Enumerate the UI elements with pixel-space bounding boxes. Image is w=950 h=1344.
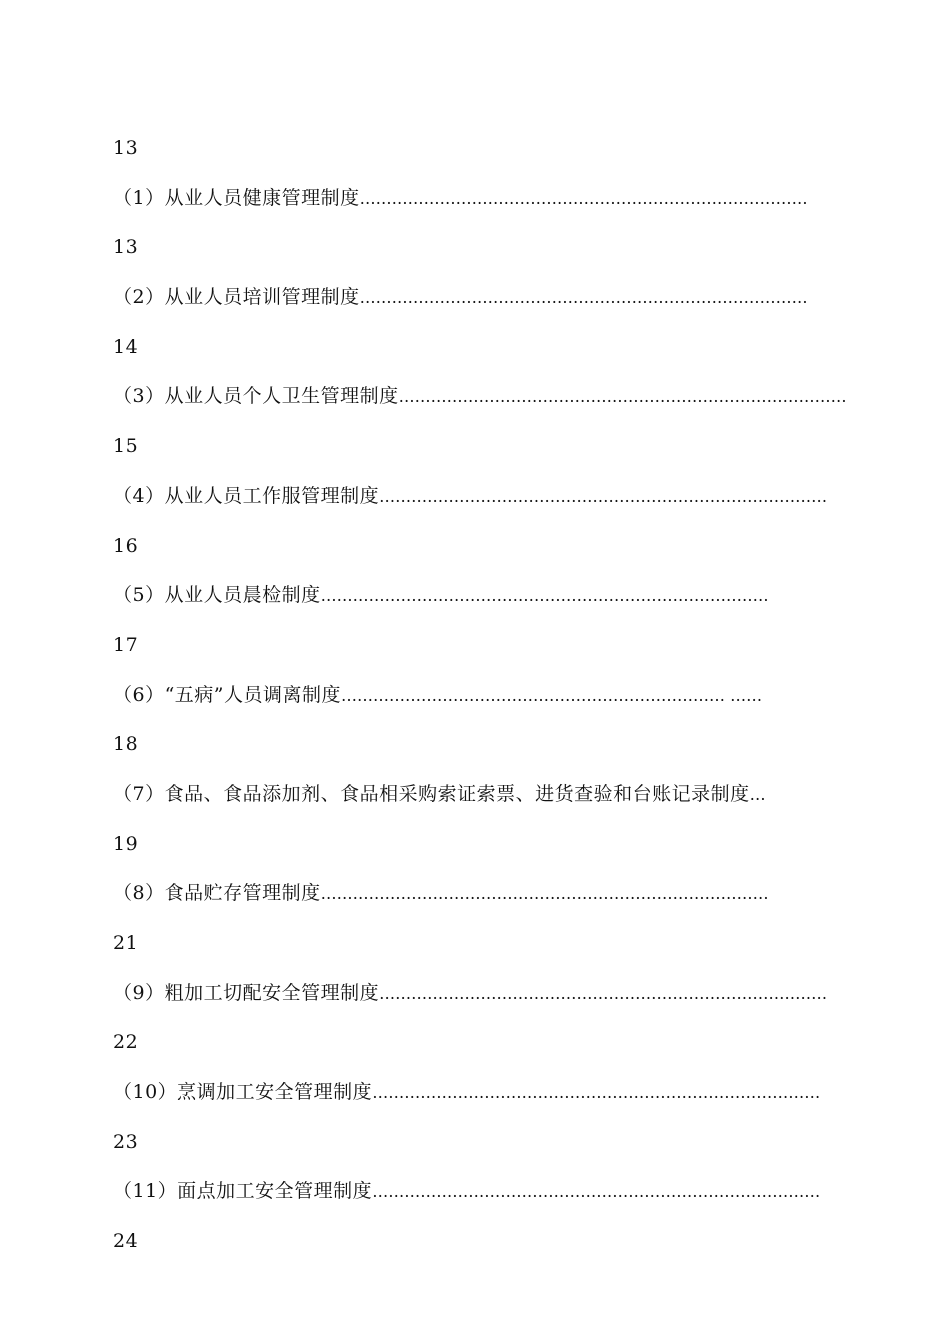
toc-dot-leader: ………………………………………………………………………… [320,586,769,606]
toc-dot-leader: ………………………………………………………………………… [320,884,769,904]
toc-dot-leader: ………………………………………………………………………… [359,288,808,308]
toc-page-number: 13 [113,236,139,259]
toc-dot-leader: … [749,784,766,804]
toc-entry-title: （3）从业人员个人卫生管理制度 [113,385,399,408]
toc-entry [113,183,881,233]
toc-page-number: 15 [113,435,139,458]
toc-page-number: 13 [113,137,139,159]
toc-entry [113,1077,881,1127]
toc-entry-title: （2）从业人员培训管理制度 [113,286,360,309]
toc-dot-leader: ………………………………………………………………………… [398,387,847,407]
toc-page-number: 22 [113,1031,139,1054]
toc-entry [113,481,881,531]
toc-page-number: 14 [113,335,139,358]
toc-entry [113,580,881,630]
toc-entry-title: （11）面点加工安全管理制度 [113,1180,373,1203]
toc-dot-leader: ………………………………………………………………………… [372,1083,821,1103]
toc-page-number: 17 [113,633,139,656]
toc-entry [113,1176,881,1226]
toc-entry [113,779,881,829]
toc-entry-title: （7）食品、食品添加剂、食品相采购索证索票、进货查验和台账记录制度 [113,782,750,805]
toc-page-number: 16 [113,534,139,557]
toc-entry [113,381,881,431]
toc-dot-leader: ………………………………………………………………………… [372,1182,821,1202]
table-of-contents [113,133,881,1276]
toc-page-number: 19 [113,832,139,855]
toc-entry-title: （1）从业人员健康管理制度 [113,186,360,209]
toc-page-number: 23 [113,1130,139,1153]
toc-entry-title: （9）粗加工切配安全管理制度 [113,981,380,1004]
toc-entry-title: （6）“五病”人员调离制度 [113,683,342,706]
toc-entry-title: （8）食品贮存管理制度 [113,882,321,905]
toc-entry-title: （5）从业人员晨检制度 [113,584,321,607]
toc-entry [113,282,881,332]
toc-dot-leader: ……………………………………………………………… …… [341,685,763,705]
toc-page-number: 24 [113,1230,139,1253]
toc-dot-leader: ………………………………………………………………………… [379,983,828,1003]
toc-entry [113,878,881,928]
toc-dot-leader: ………………………………………………………………………… [359,188,808,208]
toc-entry-title: （10）烹调加工安全管理制度 [113,1081,373,1104]
toc-entry [113,978,881,1028]
toc-entry-title: （4）从业人员工作服管理制度 [113,484,380,507]
toc-dot-leader: ………………………………………………………………………… [379,486,828,506]
toc-entry [113,680,881,730]
toc-page-number: 21 [113,932,139,954]
toc-page-number: 18 [113,733,139,756]
